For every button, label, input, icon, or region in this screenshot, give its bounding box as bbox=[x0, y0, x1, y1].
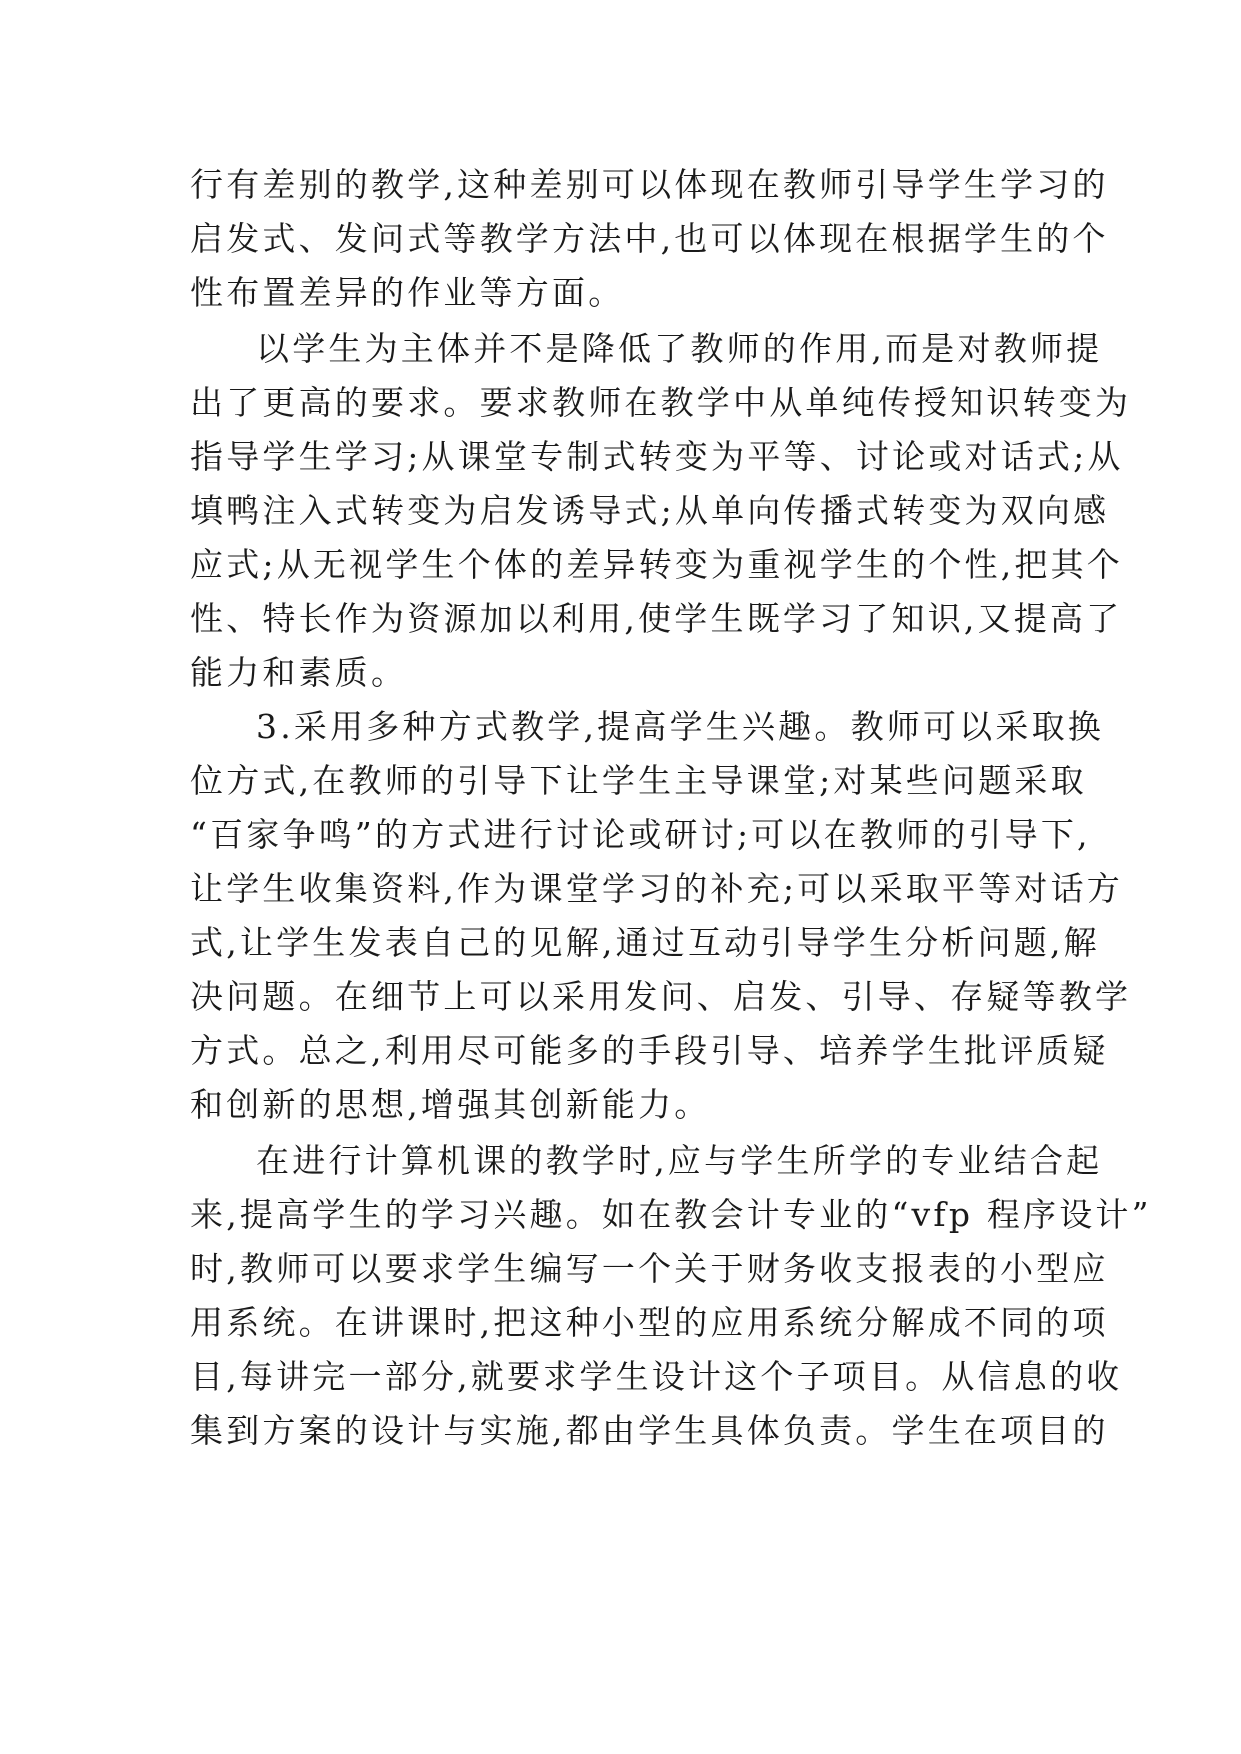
text-line: 位方式,在教师的引导下让学生主导课堂;对某些问题采取 bbox=[190, 761, 1087, 800]
text-line: 性布置差异的作业等方面。 bbox=[190, 273, 625, 312]
text-line: 方式。总之,利用尽可能多的手段引导、培养学生批评质疑 bbox=[190, 1031, 1109, 1070]
paragraph-first-line: 以学生为主体并不是降低了教师的作用,而是对教师提 bbox=[256, 329, 1103, 368]
text-line: 能力和素质。 bbox=[190, 653, 408, 692]
text-line: 目,每讲完一部分,就要求学生设计这个子项目。从信息的收 bbox=[190, 1357, 1123, 1396]
text-line: 应式;从无视学生个体的差异转变为重视学生的个性,把其个 bbox=[190, 545, 1124, 584]
text-line: 和创新的思想,增强其创新能力。 bbox=[190, 1085, 711, 1124]
text-line: 用系统。在讲课时,把这种小型的应用系统分解成不同的项 bbox=[190, 1303, 1109, 1342]
text-line: 决问题。在细节上可以采用发问、启发、引导、存疑等教学 bbox=[190, 977, 1132, 1016]
text-line: 启发式、发问式等教学方法中,也可以体现在根据学生的个 bbox=[190, 219, 1109, 258]
paragraph-first-line: 在进行计算机课的教学时,应与学生所学的专业结合起 bbox=[256, 1141, 1103, 1180]
text-line: 性、特长作为资源加以利用,使学生既学习了知识,又提高了 bbox=[190, 599, 1123, 638]
text-line: 来,提高学生的学习兴趣。如在教会计专业的“vfp 程序设计” bbox=[190, 1195, 1152, 1234]
text-line: 出了更高的要求。要求教师在教学中从单纯传授知识转变为 bbox=[190, 383, 1132, 422]
text-line: “百家争鸣”的方式进行讨论或研讨;可以在教师的引导下, bbox=[190, 815, 1091, 854]
paragraph-first-line: 3.采用多种方式教学,提高学生兴趣。教师可以采取换 bbox=[256, 707, 1104, 746]
text-line: 行有差别的教学,这种差别可以体现在教师引导学生学习的 bbox=[190, 165, 1109, 204]
text-line: 填鸭注入式转变为启发诱导式;从单向传播式转变为双向感 bbox=[190, 491, 1110, 530]
text-line: 时,教师可以要求学生编写一个关于财务收支报表的小型应 bbox=[190, 1249, 1109, 1288]
text-line: 指导学生学习;从课堂专制式转变为平等、讨论或对话式;从 bbox=[190, 437, 1124, 476]
text-line: 让学生收集资料,作为课堂学习的补充;可以采取平等对话方 bbox=[190, 869, 1124, 908]
text-line: 集到方案的设计与实施,都由学生具体负责。学生在项目的 bbox=[190, 1411, 1109, 1450]
text-line: 式,让学生发表自己的见解,通过互动引导学生分析问题,解 bbox=[190, 923, 1100, 962]
